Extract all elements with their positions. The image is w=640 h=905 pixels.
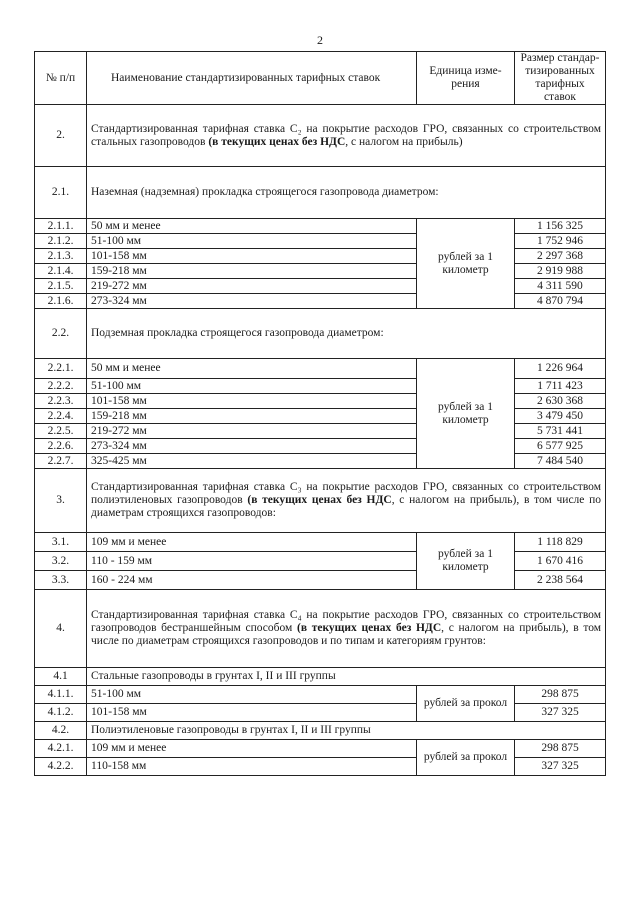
- row-number: 2.1.6.: [35, 294, 87, 309]
- row-number: 2.2.: [35, 309, 87, 359]
- row-value: 5 731 441: [515, 424, 606, 439]
- table-header-row: [35, 52, 606, 105]
- subsection-row: [35, 668, 606, 686]
- row-unit: рублей за 1 километр: [417, 359, 515, 469]
- section-title: [87, 105, 606, 167]
- section-row: [35, 105, 606, 167]
- section-row: [35, 590, 606, 668]
- subsection-row: [35, 722, 606, 740]
- row-value: 2 630 368: [515, 394, 606, 409]
- row-number: 2.1.5.: [35, 279, 87, 294]
- row-name: 51-100 мм: [87, 686, 417, 704]
- row-name: 50 мм и менее: [87, 359, 417, 379]
- row-value: 1 156 325: [515, 219, 606, 234]
- subsection-title: [87, 309, 606, 359]
- tariff-table: [34, 51, 606, 776]
- row-unit: рублей за прокол: [417, 740, 515, 776]
- section-text: Стальные газопроводы в грунтах I, II и III группы: [91, 670, 336, 682]
- row-name: 51-100 мм: [87, 379, 417, 394]
- row-number: 2.1.2.: [35, 234, 87, 249]
- table-row: [35, 571, 606, 590]
- row-name: 51-100 мм: [87, 234, 417, 249]
- row-number: 2.1.1.: [35, 219, 87, 234]
- header-num: № п/п: [35, 52, 87, 105]
- row-name: 159-218 мм: [87, 264, 417, 279]
- table-row: [35, 234, 606, 249]
- section-tail-text: , с налогом на прибыль), в том числе по диаметрам строящихся газопроводов и по типам и категориям грунтов:: [91, 622, 601, 647]
- row-number: 2.1.3.: [35, 249, 87, 264]
- table-row: [35, 294, 606, 309]
- row-number: 2.: [35, 105, 87, 167]
- section-text: Подземная прокладка строящегося газопровода диаметром:: [91, 327, 384, 339]
- row-unit: рублей за 1 километр: [417, 219, 515, 309]
- subsection-title: [87, 668, 606, 686]
- row-name: 159-218 мм: [87, 409, 417, 424]
- table-row: [35, 758, 606, 776]
- row-value: 1 226 964: [515, 359, 606, 379]
- row-number: 3.1.: [35, 533, 87, 552]
- row-name: 325-425 мм: [87, 454, 417, 469]
- table-row: [35, 264, 606, 279]
- row-number: 4.1: [35, 668, 87, 686]
- table-row: [35, 409, 606, 424]
- row-value: 1 118 829: [515, 533, 606, 552]
- section-text: Стандартизированная тарифная ставка C₂ на покрытие расходов ГРО, связанных со строительством стальных газопроводов: [91, 122, 601, 148]
- row-number: 2.2.6.: [35, 439, 87, 454]
- row-number: 4.2.: [35, 722, 87, 740]
- row-value: 298 875: [515, 740, 606, 758]
- row-value: 2 238 564: [515, 571, 606, 590]
- row-number: 2.2.3.: [35, 394, 87, 409]
- row-number: 2.1.4.: [35, 264, 87, 279]
- row-name: 50 мм и менее: [87, 219, 417, 234]
- row-number: 3.2.: [35, 552, 87, 571]
- row-name: 160 - 224 мм: [87, 571, 417, 590]
- row-value: 1 711 423: [515, 379, 606, 394]
- row-name: 101-158 мм: [87, 394, 417, 409]
- row-number: 2.2.4.: [35, 409, 87, 424]
- section-bold-text: (в текущих ценах без НДС: [247, 494, 392, 506]
- table-row: [35, 379, 606, 394]
- row-number: 3.: [35, 469, 87, 533]
- row-name: 219-272 мм: [87, 424, 417, 439]
- row-value: 1 752 946: [515, 234, 606, 249]
- table-row: [35, 249, 606, 264]
- section-text: Стандартизированная тарифная ставка C₃ на покрытие расходов ГРО, связанных со строительством полиэтиленовых газопроводов: [91, 481, 601, 506]
- row-name: 109 мм и менее: [87, 740, 417, 758]
- subsection-title: [87, 722, 606, 740]
- row-number: 2.1.: [35, 167, 87, 219]
- section-bold-text: (в текущих ценах без НДС: [297, 622, 442, 634]
- section-tail-text: , с налогом на прибыль): [345, 135, 463, 148]
- table-row: [35, 219, 606, 234]
- row-name: 101-158 мм: [87, 249, 417, 264]
- row-number: 4.1.2.: [35, 704, 87, 722]
- row-number: 2.2.5.: [35, 424, 87, 439]
- table-row: [35, 359, 606, 379]
- row-name: 110 - 159 мм: [87, 552, 417, 571]
- table-row: [35, 740, 606, 758]
- row-name: 109 мм и менее: [87, 533, 417, 552]
- row-value: 327 325: [515, 704, 606, 722]
- header-size: Размер стандар-тизированных тарифных ставок: [515, 52, 606, 105]
- row-unit: рублей за 1 километр: [417, 533, 515, 590]
- row-value: 7 484 540: [515, 454, 606, 469]
- row-value: 327 325: [515, 758, 606, 776]
- table-row: [35, 686, 606, 704]
- row-name: 273-324 мм: [87, 294, 417, 309]
- table-row: [35, 424, 606, 439]
- row-value: 4 870 794: [515, 294, 606, 309]
- header-unit: Единица изме-рения: [417, 52, 515, 105]
- subsection-row: [35, 309, 606, 359]
- row-name: 101-158 мм: [87, 704, 417, 722]
- row-value: 2 919 988: [515, 264, 606, 279]
- row-unit: рублей за прокол: [417, 686, 515, 722]
- section-text: Полиэтиленовые газопроводы в грунтах I, II и III группы: [91, 724, 371, 736]
- row-number: 2.2.7.: [35, 454, 87, 469]
- row-number: 4.2.1.: [35, 740, 87, 758]
- section-title: [87, 590, 606, 668]
- row-name: 110-158 мм: [87, 758, 417, 776]
- row-value: 298 875: [515, 686, 606, 704]
- row-name: 273-324 мм: [87, 439, 417, 454]
- row-value: 3 479 450: [515, 409, 606, 424]
- row-number: 2.2.2.: [35, 379, 87, 394]
- table-row: [35, 439, 606, 454]
- page-number: 2: [317, 33, 323, 47]
- section-text: Стандартизированная тарифная ставка C₄ на покрытие расходов ГРО, связанных со строительством газопроводов бестраншейным способом: [91, 609, 601, 634]
- row-value: 4 311 590: [515, 279, 606, 294]
- row-number: 3.3.: [35, 571, 87, 590]
- row-number: 2.2.1.: [35, 359, 87, 379]
- table-row: [35, 552, 606, 571]
- subsection-title: [87, 167, 606, 219]
- row-value: 2 297 368: [515, 249, 606, 264]
- row-number: 4.1.1.: [35, 686, 87, 704]
- table-row: [35, 704, 606, 722]
- header-name: Наименование стандартизированных тарифных ставок: [87, 52, 417, 105]
- row-number: 4.: [35, 590, 87, 668]
- row-number: 4.2.2.: [35, 758, 87, 776]
- subsection-row: [35, 167, 606, 219]
- row-value: 6 577 925: [515, 439, 606, 454]
- row-value: 1 670 416: [515, 552, 606, 571]
- table-row: [35, 279, 606, 294]
- section-row: [35, 469, 606, 533]
- table-row: [35, 454, 606, 469]
- section-bold-text: (в текущих ценах без НДС: [208, 135, 346, 148]
- table-row: [35, 394, 606, 409]
- section-tail-text: , с налогом на прибыль), в том числе по диаметрам строящихся газопроводов:: [91, 494, 602, 519]
- section-title: [87, 469, 606, 533]
- table-row: [35, 533, 606, 552]
- section-text: Наземная (надземная) прокладка строящегося газопровода диаметром:: [91, 186, 439, 198]
- row-name: 219-272 мм: [87, 279, 417, 294]
